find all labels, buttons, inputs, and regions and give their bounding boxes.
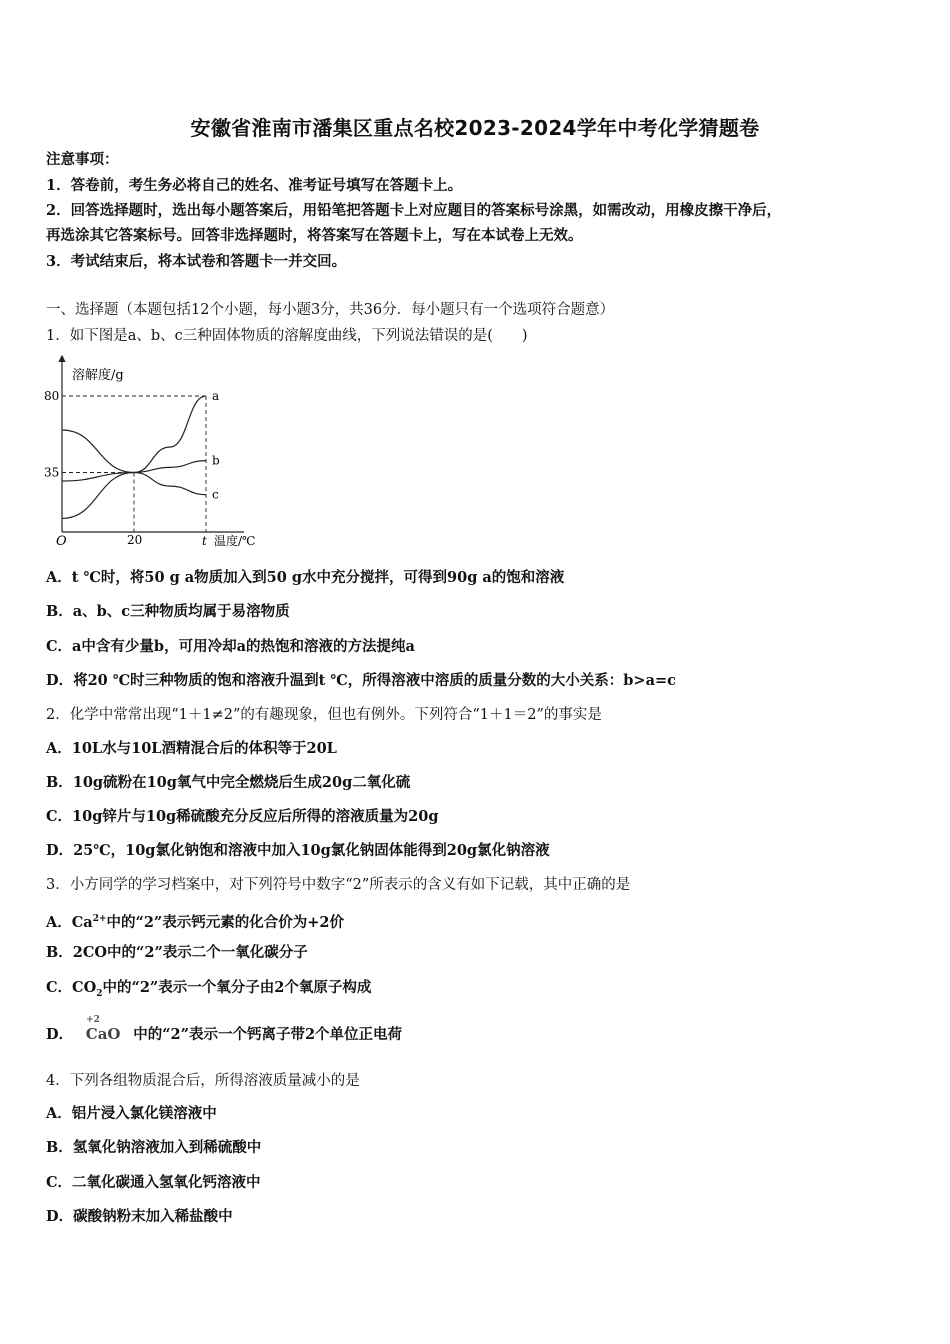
q3-option-c: C．$CO_2$中的“2”表示一个氧分子由2个氧原子构成 xyxy=(46,979,372,999)
x-axis-label: 温度/℃ xyxy=(214,534,256,548)
q2-option-a: A．10L水与10L酒精混合后的体积等于20L xyxy=(46,740,337,757)
q4-option-b: B．氢氧化钠溶液加入到稀硫酸中 xyxy=(46,1139,262,1156)
section-heading: 一、选择题（本题包括12个小题，每小题3分，共36分．每小题只有一个选项符合题意） xyxy=(46,302,615,318)
origin-label: O xyxy=(56,534,67,549)
y-tick-label: 80 xyxy=(44,389,60,403)
notes-item: 再选涂其它答案标号。回答非选择题时，将答案写在答题卡上，写在本试卷上无效。 xyxy=(46,227,583,244)
notes-item: 1．答卷前，考生务必将自己的姓名、准考证号填写在答题卡上。 xyxy=(46,177,463,194)
q3-option-b: B．2CO中的“2”表示二个一氧化碳分子 xyxy=(46,944,308,961)
question-2-stem: 2．化学中常常出现“1＋1≠2”的有趣现象，但也有例外。下列符合“1＋1＝2”的事实是 xyxy=(46,707,602,723)
q4-option-c: C．二氧化碳通入氢氧化钙溶液中 xyxy=(46,1174,261,1191)
q3-option-a: A．$Ca^{2+}$中的“2”表示钙元素的化合价为+2价 xyxy=(46,913,345,931)
question-1-stem: 1．如下图是a、b、c三种固体物质的溶解度曲线，下列说法错误的是( ) xyxy=(46,328,528,344)
curve-c xyxy=(62,430,206,495)
curve-label-c: c xyxy=(212,487,219,502)
curve-label-b: b xyxy=(212,453,220,468)
q4-option-d: D．碳酸钠粉末加入稀盐酸中 xyxy=(46,1208,233,1225)
x-tick-label: t xyxy=(202,534,207,548)
page-title: 安徽省淮南市潘集区重点名校2023-2024学年中考化学猜题卷 xyxy=(190,116,760,140)
y-tick-label: 35 xyxy=(44,465,60,480)
solubility-chart xyxy=(44,352,256,552)
question-4-stem: 4．下列各组物质混合后，所得溶液质量减小的是 xyxy=(46,1073,360,1089)
q4-option-a: A．铝片浸入氯化镁溶液中 xyxy=(46,1105,217,1122)
question-3-stem: 3．小方同学的学习档案中，对下列符号中数字“2”所表示的含义有如下记载，其中正确的是 xyxy=(46,877,631,893)
notes-item: 2．回答选择题时，选出每小题答案后，用铅笔把答题卡上对应题目的答案标号涂黑，如需改动，用橡皮擦干净后， xyxy=(46,202,782,219)
curve-a xyxy=(62,396,206,518)
q1-option-b: B．a、b、c三种物质均属于易溶物质 xyxy=(46,603,290,620)
q2-option-b: B．10g硫粉在10g氧气中完全燃烧后生成20g二氧化硫 xyxy=(46,774,411,791)
q1-option-c: C．a中含有少量b，可用冷却a的热饱和溶液的方法提纯a xyxy=(46,638,415,655)
notes-heading: 注意事项： xyxy=(46,151,119,168)
q3-option-d: D． +2 CaO 中的“2”表示一个钙离子带2个单位正电荷 xyxy=(46,1015,403,1043)
y-axis-label: 溶解度/g xyxy=(72,368,124,383)
q2-option-d: D．25℃，10g氯化钠饱和溶液中加入10g氯化钠固体能得到20g氯化钠溶液 xyxy=(46,842,550,859)
notes-item: 3．考试结束后，将本试卷和答题卡一并交回。 xyxy=(46,253,347,270)
curve-label-a: a xyxy=(212,389,220,403)
q2-option-c: C．10g锌片与10g稀硫酸充分反应后所得的溶液质量为20g xyxy=(46,808,439,825)
x-tick-label: 20 xyxy=(127,533,143,547)
q1-option-a: A．t ℃时，将50 g a物质加入到50 g水中充分搅拌，可得到90g a的饱和溶液 xyxy=(46,569,565,586)
curve-b xyxy=(62,461,206,481)
q1-option-d: D．将20 ℃时三种物质的饱和溶液升温到t ℃，所得溶液中溶质的质量分数的大小关系：b>a=c xyxy=(46,672,676,689)
cao-formula: +2 CaO xyxy=(85,1015,121,1043)
